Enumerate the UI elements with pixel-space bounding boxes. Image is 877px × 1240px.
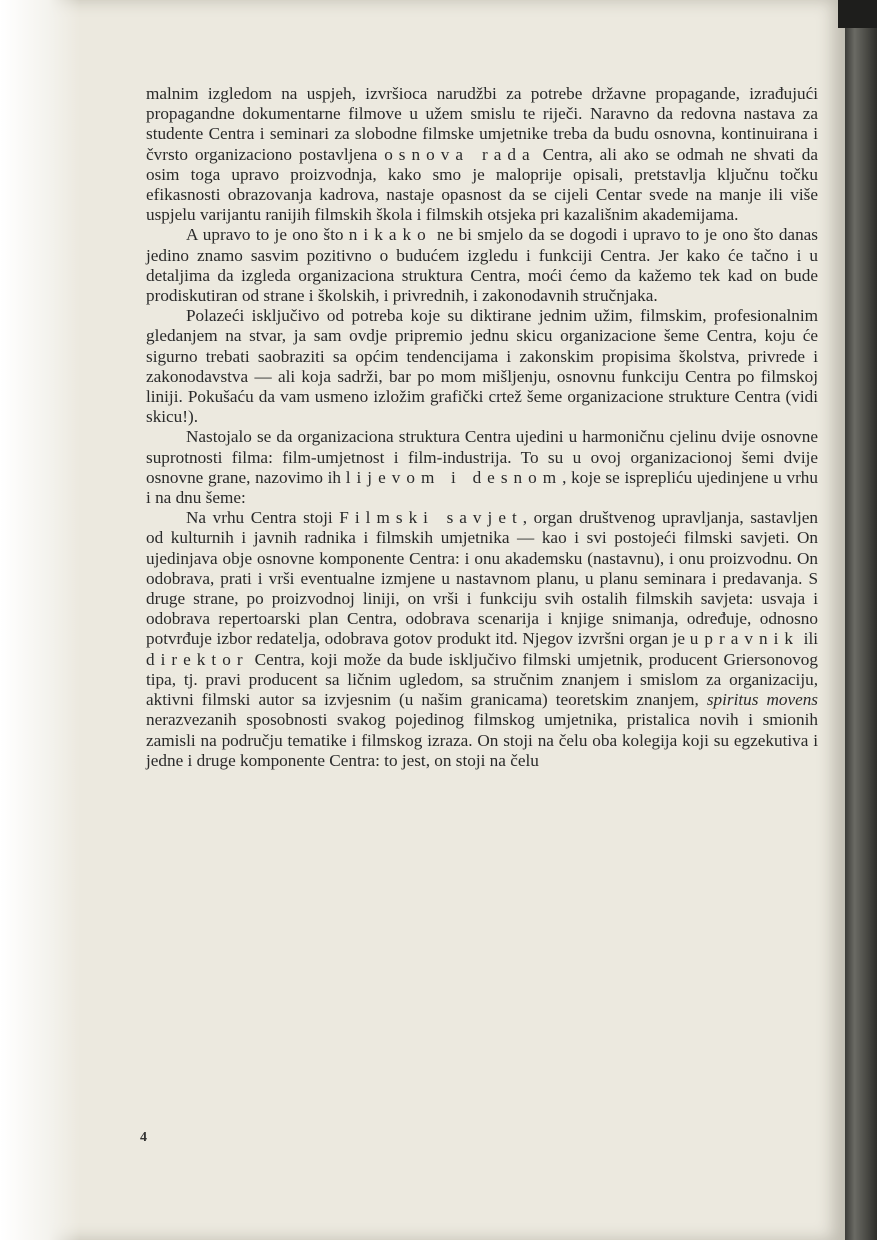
- paragraph: [146, 225, 818, 306]
- text-segment: ne bi smjelo da se dogodi i upravo to je ono što danas jedino znamo sasvim pozitivno o budućem izgledu i funkciji Centra. Jer kako će tačno i u detaljima da izgleda organizaciona struktura Centra, moći ćemo da kažemo tek kad on bude prodiskutiran od strane i školskih, i privrednih, i zakonodavnih stručnjaka.: [146, 225, 818, 306]
- text-segment: nerazvezanih sposobnosti svakog pojedinog filmskog umjetnika, pristalica novih i smionih zamisli na području tematike i filmskog izraza. On stoji na čelu oba kolegija koji su egzekutiva i jedne i druge komponente Centra: to jest, on stoji na čelu: [146, 710, 818, 770]
- text-segment: , koje se isprepliću ujedinjene u vrhu i na dnu šeme:: [146, 467, 818, 508]
- paragraph: [146, 306, 818, 427]
- text-segment: Na vrhu Centra stoji: [186, 508, 340, 528]
- text-segment: Nastojalo se da organizaciona struktura Centra ujedini u harmoničnu cjelinu dvije osnovne suprotnosti filma: film-umjetnost i film-industrija. To su u ovoj organizacionoj šemi dvije osnovne grane, nazovimo ih: [146, 427, 818, 487]
- spaced-emphasis: osnova rada: [384, 144, 536, 164]
- text-segment: Centra, koji može da bude isključivo filmski umjetnik, producent Griersonovog tipa, tj. pravi producent sa ličnim ugledom, sa stručnim znanjem i smislom za organizaciju, aktivni filmski autor sa izvjesnim (u našim granicama) teoretskim znanjem,: [146, 649, 818, 710]
- body-text: [146, 84, 818, 771]
- paragraph: [146, 508, 818, 771]
- spaced-emphasis: Filmski savjet: [339, 508, 523, 528]
- scan-edge: [845, 0, 877, 1240]
- spaced-emphasis: upravnik: [689, 629, 799, 649]
- text-segment: , organ društvenog upravljanja, sastavljen od kulturnih i javnih radnika i filmskih umjetnika — kao i svi postojeći filmski savjeti. On ujedinjava obje osnovne komponente Centra: i onu akademsku (nastavnu), i onu proizvodnu. On odobrava, prati i vrši eventualne izmjene u nastavnom planu, u planu seminara i predavanja. S druge strane, po proizvodnoj liniji, on vrši i funkciju svih ostalih filmskih savjeta: usvaja i odobrava repertoarski plan Centra, odobrava scenarija i knjige snimanja, određuje, odnosno potvrđuje izbor redatelja, odobrava gotov produkt itd. Njegov izvršni organ je: [146, 508, 819, 649]
- italic-phrase: spiritus movens: [706, 690, 818, 710]
- text-segment: malnim izgledom na uspjeh, izvršioca narudžbi za potrebe državne propagande, izrađujući propagandne dokumentarne filmove u užem smislu te riječi. Naravno da redovna nastava za studente Centra i seminari za slobodne filmske umjetnike treba da budu osnovna, kontinuirana i čvrsto organizaciono postavljena: [146, 84, 818, 164]
- paragraph: [146, 427, 818, 508]
- spaced-emphasis: direktor: [146, 649, 249, 669]
- text-segment: Polazeći isključivo od potreba koje su diktirane jednim užim, filmskim, profesionalnim gledanjem na stvar, ja sam ovdje pripremio jednu skicu organizacione šeme Centra, koju će sigurno trebati saobraziti sa općim tendencijama i zakonskim propisima školstva, privrede i zakonodavstva — ali koja sadrži, bar po mom mišljenju, osnovnu funkciju Centra po filmskoj liniji. Pokušaću da vam usmeno izložim grafički crtež šeme organizacione strukture Centra (vidi skicu!).: [146, 306, 818, 427]
- spaced-emphasis: lijevom i desnom: [345, 467, 563, 487]
- paragraph: [146, 84, 818, 225]
- page-number: 4: [140, 1130, 147, 1145]
- text-segment: ili: [798, 629, 818, 649]
- text-segment: Centra, ali ako se odmah ne shvati da osim toga upravo proizvodnja, kako smo je maloprije opisali, pretstavlja ključnu točku efikasnosti obrazovanja kadrova, nastaje opasnost da se cijeli Centar svede na manje ili više uspjelu varijantu ranijih filmskih škola i filmskih otsjeka pri kazališnim akademijama.: [146, 144, 818, 225]
- scan-corner: [838, 0, 877, 28]
- spaced-emphasis: nikako: [348, 225, 432, 245]
- text-segment: A upravo to je ono što: [186, 225, 349, 245]
